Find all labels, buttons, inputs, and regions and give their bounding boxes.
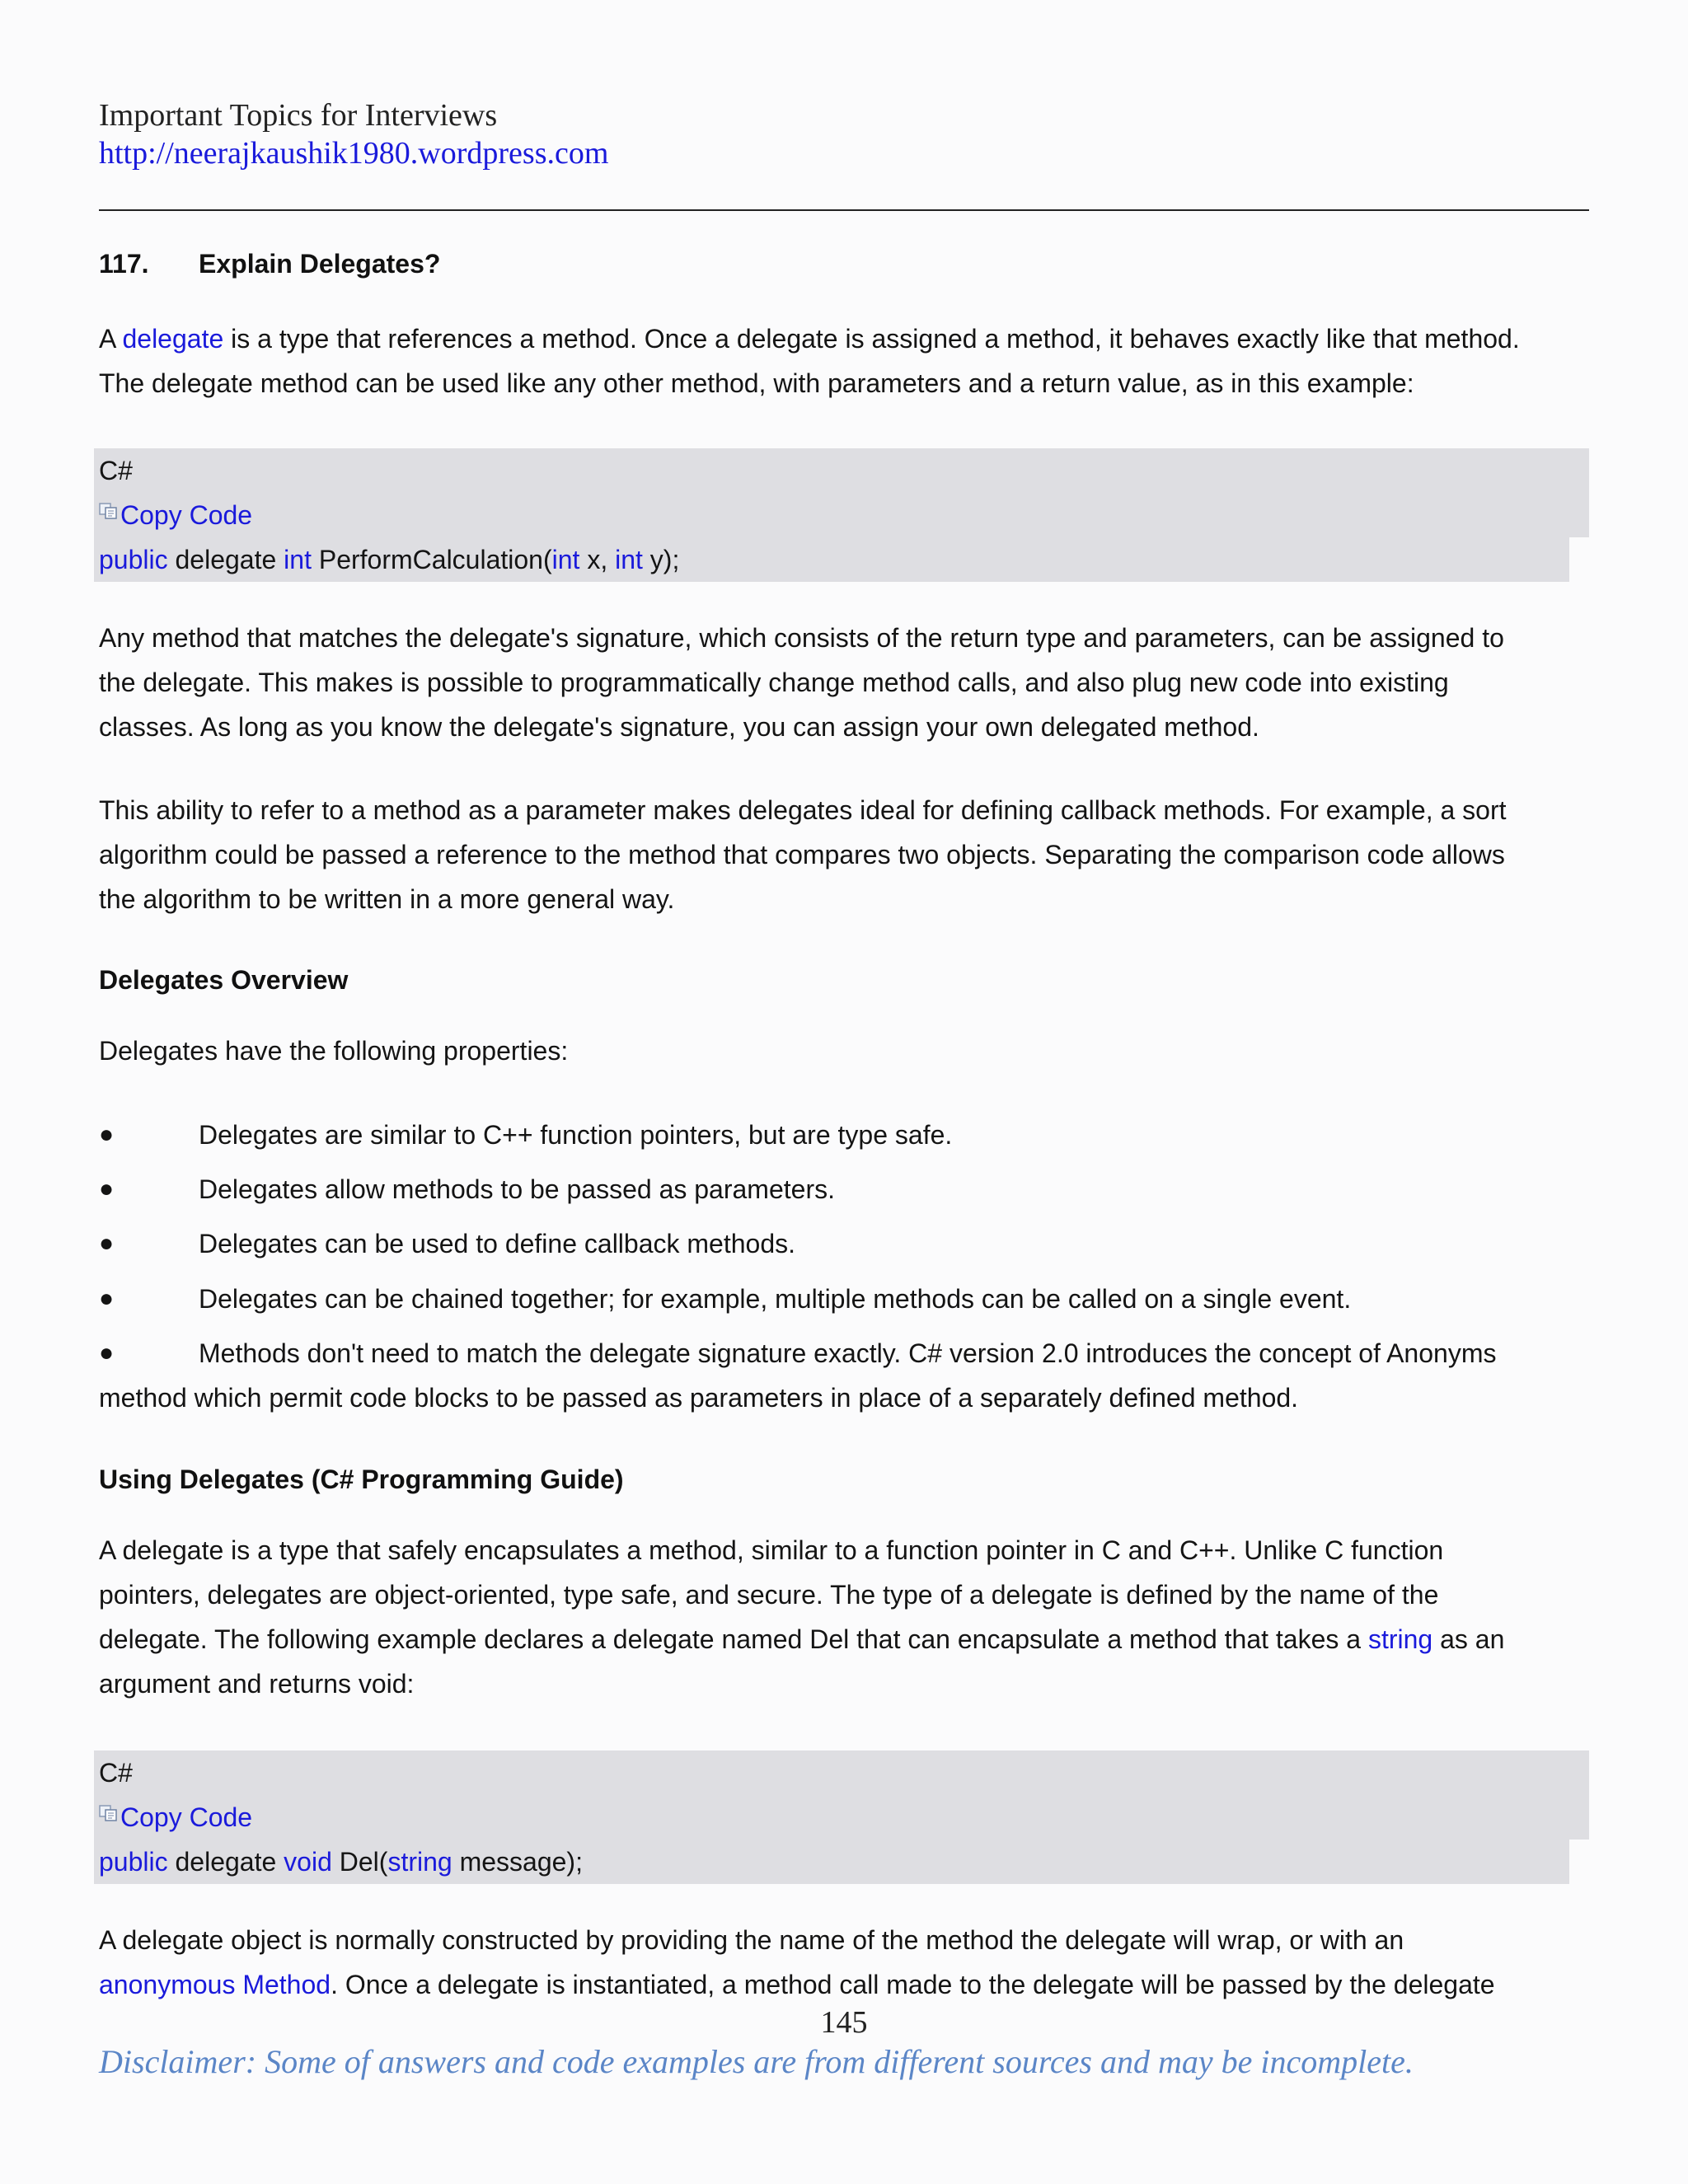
final-paragraph (99, 1918, 1589, 2007)
kw-int: int (551, 545, 580, 574)
paragraph-text: . Once a delegate is instantiated, a method call made to the delegate will be passed by the delegate (331, 1970, 1495, 1999)
code-block-2-line (99, 1840, 583, 1884)
paragraph-text: delegate. The following example declares a delegate named Del that can encapsulate a method that takes a (99, 1624, 1368, 1654)
copy-code-label: Copy Code (120, 500, 253, 530)
intro-line2: The delegate method can be used like any other method, with parameters and a return value, as in this example: (99, 368, 1414, 398)
paragraph-line: pointers, delegates are object-oriented, type safe, and secure. The type of a delegate is defined by the name of the (99, 1580, 1439, 1610)
bullet-icon: ● (99, 1285, 115, 1312)
overview-intro: Delegates have the following properties: (99, 1036, 569, 1066)
list-item-continuation: method which permit code blocks to be passed as parameters in place of a separately defined method. (99, 1383, 1299, 1413)
code-text: delegate (167, 545, 284, 574)
list-item-text: Delegates allow methods to be passed as parameters. (199, 1174, 835, 1204)
header-divider (99, 209, 1589, 211)
question-title: Explain Delegates? (199, 249, 441, 279)
intro-paragraph (99, 316, 1589, 405)
paragraph-line: A delegate is a type that safely encapsulates a method, similar to a function pointer in C and C++. Unlike C function (99, 1535, 1444, 1565)
anonymous-method-link[interactable]: anonymous Method (99, 1970, 331, 1999)
paragraph-line: Any method that matches the delegate's signature, which consists of the return type and parameters, can be assigned to (99, 623, 1504, 653)
string-link[interactable]: string (1367, 1624, 1433, 1654)
bullet-icon: ● (99, 1339, 115, 1366)
code-text: PerformCalculation( (311, 545, 552, 574)
using-delegates-heading: Using Delegates (C# Programming Guide) (99, 1465, 624, 1494)
intro-prefix: A (99, 324, 123, 354)
paragraph-text: as an (1432, 1624, 1505, 1654)
intro-line1-text: is a type that references a method. Once a delegate is assigned a method, it behaves exactly like that method. (223, 324, 1520, 354)
code-text: delegate (167, 1847, 284, 1877)
list-item-text: Delegates can be chained together; for example, multiple methods can be called on a single event. (199, 1284, 1352, 1314)
list-item-text: Methods don't need to match the delegate signature exactly. C# version 2.0 introduces the concept of Anonyms (199, 1338, 1497, 1368)
code-block-1-line (99, 537, 679, 582)
copy-icon (99, 1805, 119, 1821)
list-item-text: Delegates are similar to C++ function pointers, but are type safe. (199, 1120, 953, 1150)
kw-int: int (284, 545, 312, 574)
kw-string: string (387, 1847, 452, 1877)
bullet-icon: ● (99, 1121, 115, 1148)
code-block-2-header-bg (94, 1750, 1589, 1840)
code-block-2 (94, 1750, 1589, 1884)
code-text: x, (579, 545, 616, 574)
code-block-1 (94, 448, 1589, 582)
code-block-1-copy-button[interactable] (99, 493, 252, 537)
page-number: 145 (820, 2005, 868, 2040)
header-url-link[interactable]: http://neerajkaushik1980.wordpress.com (99, 136, 609, 171)
paragraph-line: the algorithm to be written in a more general way. (99, 884, 675, 914)
code-text: Del( (331, 1847, 388, 1877)
signature-paragraph (99, 616, 1589, 749)
bullet-icon: ● (99, 1175, 115, 1202)
using-paragraph (99, 1528, 1589, 1706)
callback-paragraph (99, 788, 1589, 921)
paragraph-line: A delegate object is normally constructed by providing the name of the method the delegate will wrap, or with an (99, 1925, 1404, 1955)
paragraph-line: algorithm could be passed a reference to the method that compares two objects. Separating the comparison code allows (99, 840, 1505, 869)
kw-public: public (99, 1847, 168, 1877)
header-title: Important Topics for Interviews (99, 98, 498, 133)
kw-void: void (284, 1847, 332, 1877)
code-text: y); (642, 545, 680, 574)
list-item-text: Delegates can be used to define callback methods. (199, 1229, 796, 1258)
paragraph-line: This ability to refer to a method as a parameter makes delegates ideal for defining callback methods. For example, a sort (99, 795, 1507, 825)
code-block-1-header-bg (94, 448, 1589, 537)
copy-icon (99, 503, 119, 519)
copy-code-label: Copy Code (120, 1802, 253, 1832)
paragraph-line: argument and returns void: (99, 1669, 415, 1699)
bullet-icon: ● (99, 1230, 115, 1257)
question-number: 117. (99, 249, 149, 279)
code-block-2-copy-button[interactable] (99, 1795, 252, 1840)
overview-heading: Delegates Overview (99, 965, 349, 995)
question-heading (99, 249, 440, 279)
paragraph-line: the delegate. This makes is possible to programmatically change method calls, and also plug new code into existing (99, 668, 1449, 697)
code-text: message); (452, 1847, 583, 1877)
kw-int: int (615, 545, 643, 574)
code-block-2-lang: C# (99, 1758, 133, 1788)
footer-disclaimer: Disclaimer: Some of answers and code examples are from different sources and may be incomplete. (99, 2043, 1414, 2080)
code-block-1-lang: C# (99, 456, 133, 485)
kw-public: public (99, 545, 168, 574)
paragraph-line: classes. As long as you know the delegate's signature, you can assign your own delegated method. (99, 712, 1259, 742)
delegate-link[interactable]: delegate (122, 324, 224, 354)
